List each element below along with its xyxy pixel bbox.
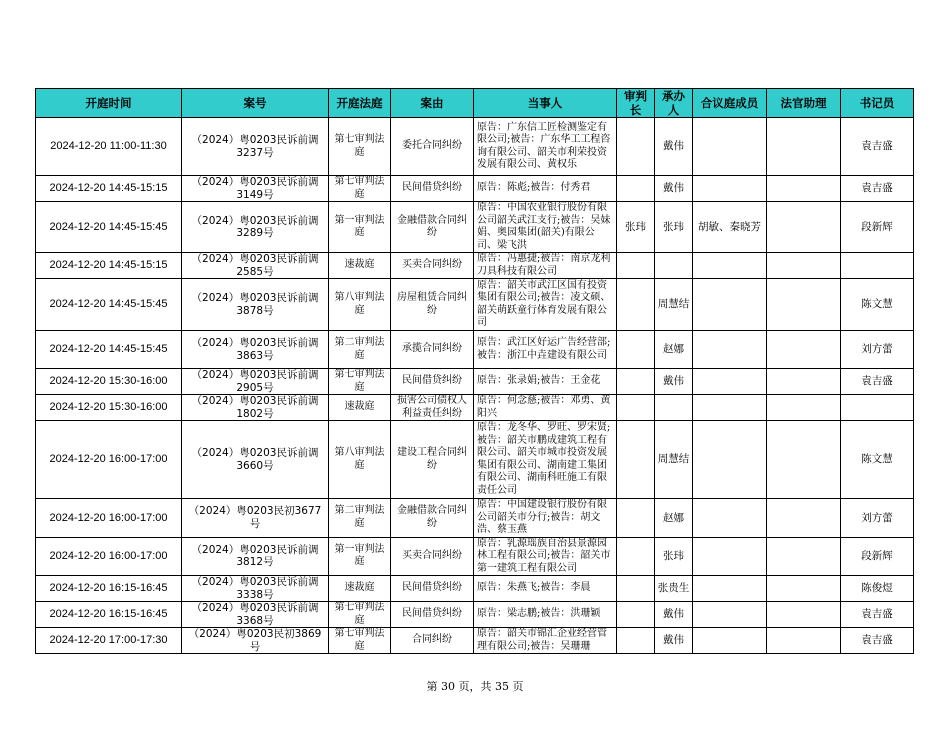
presiding-judge-cell: [617, 369, 655, 395]
panel-members-cell: [693, 279, 767, 331]
clerk-cell: 刘方蕾: [841, 331, 914, 369]
judge-assistant-cell: [767, 202, 841, 253]
hearing-time-cell: 2024-12-20 14:45-15:45: [36, 202, 182, 253]
courtroom-cell: 速裁庭: [329, 253, 391, 279]
presiding-judge-cell: [617, 576, 655, 602]
clerk-cell: [841, 253, 914, 279]
case-number-cell: （2024）粤0203民诉前调3338号: [182, 576, 329, 602]
judge-assistant-cell: [767, 369, 841, 395]
case-number-cell: （2024）粤0203民初3677号: [182, 499, 329, 538]
handler-cell: 戴伟: [655, 176, 693, 202]
clerk-cell: [841, 395, 914, 421]
parties-cell: 原告：中国农业银行股份有限公司韶关武江支行;被告：吴妹娟、奥园集团(韶关)有限公司、梁飞洪: [474, 202, 617, 253]
parties-cell: 原告：张录娟;被告：王金花: [474, 369, 617, 395]
courtroom-cell: 第七审判法庭: [329, 369, 391, 395]
table-row: [36, 118, 914, 176]
courtroom-cell: 第八审判法庭: [329, 421, 391, 499]
parties-cell: 原告：广东信工匠检测鉴定有限公司;被告：广东华工工程咨询有限公司、韶关市利荣投资发展有限公司、黄权乐: [474, 118, 617, 176]
header-cell: 审判长: [617, 89, 655, 118]
clerk-cell: 袁吉盛: [841, 369, 914, 395]
clerk-cell: 刘方蕾: [841, 499, 914, 538]
judge-assistant-cell: [767, 576, 841, 602]
handler-cell: 张玮: [655, 202, 693, 253]
courtroom-cell: 第七审判法庭: [329, 602, 391, 628]
courtroom-cell: 第七审判法庭: [329, 176, 391, 202]
hearing-time-cell: 2024-12-20 14:45-15:45: [36, 279, 182, 331]
handler-cell: 赵娜: [655, 499, 693, 538]
cause-cell: 民间借贷纠纷: [391, 369, 474, 395]
hearing-time-cell: 2024-12-20 16:00-17:00: [36, 421, 182, 499]
header-cell: 法官助理: [767, 89, 841, 118]
courtroom-cell: 第二审判法庭: [329, 331, 391, 369]
cause-cell: 房屋租赁合同纠纷: [391, 279, 474, 331]
cause-cell: 买卖合同纠纷: [391, 537, 474, 576]
parties-cell: 原告：武江区好运广告经营部;被告：浙江中垚建设有限公司: [474, 331, 617, 369]
presiding-judge-cell: [617, 602, 655, 628]
cause-cell: 承揽合同纠纷: [391, 331, 474, 369]
presiding-judge-cell: [617, 537, 655, 576]
handler-cell: 戴伟: [655, 369, 693, 395]
judge-assistant-cell: [767, 331, 841, 369]
case-number-cell: （2024）粤0203民诉前调3289号: [182, 202, 329, 253]
parties-cell: 原告：韶关市武江区国有投资集团有限公司;被告：凌文硕、韶关萌跃童行体育发展有限公司: [474, 279, 617, 331]
presiding-judge-cell: [617, 395, 655, 421]
parties-cell: 原告：龙冬华、罗旺、罗宋贤;被告：韶关市鹏成建筑工程有限公司、韶关市城市投资发展集团有限公司、湖南建工集团有限公司、湖南科旺施工有限责任公司: [474, 421, 617, 499]
case-number-cell: （2024）粤0203民诉前调3878号: [182, 279, 329, 331]
case-number-cell: （2024）粤0203民诉前调3660号: [182, 421, 329, 499]
table-row: [36, 279, 914, 331]
handler-cell: 戴伟: [655, 602, 693, 628]
clerk-cell: 陈俊煜: [841, 576, 914, 602]
courtroom-cell: 第二审判法庭: [329, 499, 391, 538]
courtroom-cell: 速裁庭: [329, 576, 391, 602]
parties-cell: 原告：冯惠捷;被告：南京龙利刀具科技有限公司: [474, 253, 617, 279]
hearing-time-cell: 2024-12-20 15:30-16:00: [36, 395, 182, 421]
cause-cell: 损害公司债权人利益责任纠纷: [391, 395, 474, 421]
courtroom-cell: 第七审判法庭: [329, 118, 391, 176]
clerk-cell: 袁吉盛: [841, 628, 914, 654]
parties-cell: 原告：何念慈;被告：邓勇、黄阳兴: [474, 395, 617, 421]
panel-members-cell: [693, 369, 767, 395]
panel-members-cell: [693, 253, 767, 279]
judge-assistant-cell: [767, 499, 841, 538]
header-cell: 承办人: [655, 89, 693, 118]
presiding-judge-cell: 张玮: [617, 202, 655, 253]
cause-cell: 建设工程合同纠纷: [391, 421, 474, 499]
case-number-cell: （2024）粤0203民诉前调3863号: [182, 331, 329, 369]
judge-assistant-cell: [767, 118, 841, 176]
hearing-time-cell: 2024-12-20 15:30-16:00: [36, 369, 182, 395]
parties-cell: 原告：韶关市锦汇企业经营管理有限公司;被告：吴珊珊: [474, 628, 617, 654]
hearing-time-cell: 2024-12-20 14:45-15:15: [36, 176, 182, 202]
panel-members-cell: 胡敏、秦晓芳: [693, 202, 767, 253]
cause-cell: 民间借贷纠纷: [391, 576, 474, 602]
header-cell: 开庭时间: [36, 89, 182, 118]
handler-cell: 张玮: [655, 537, 693, 576]
clerk-cell: 袁吉盛: [841, 602, 914, 628]
judge-assistant-cell: [767, 628, 841, 654]
case-number-cell: （2024）粤0203民诉前调2905号: [182, 369, 329, 395]
cause-cell: 民间借贷纠纷: [391, 602, 474, 628]
hearing-time-cell: 2024-12-20 16:00-17:00: [36, 499, 182, 538]
hearing-time-cell: 2024-12-20 14:45-15:15: [36, 253, 182, 279]
handler-cell: 周慧结: [655, 279, 693, 331]
hearing-time-cell: 2024-12-20 14:45-15:45: [36, 331, 182, 369]
header-cell: 当事人: [474, 89, 617, 118]
table-row: [36, 253, 914, 279]
presiding-judge-cell: [617, 421, 655, 499]
handler-cell: 戴伟: [655, 628, 693, 654]
parties-cell: 原告：陈彪;被告：付秀君: [474, 176, 617, 202]
handler-cell: 赵娜: [655, 331, 693, 369]
table-row: [36, 331, 914, 369]
cause-cell: 金融借款合同纠纷: [391, 499, 474, 538]
presiding-judge-cell: [617, 118, 655, 176]
panel-members-cell: [693, 176, 767, 202]
table-body: [36, 118, 914, 654]
judge-assistant-cell: [767, 253, 841, 279]
clerk-cell: 段新辉: [841, 202, 914, 253]
handler-cell: [655, 395, 693, 421]
courtroom-cell: 第八审判法庭: [329, 279, 391, 331]
courtroom-cell: 速裁庭: [329, 395, 391, 421]
presiding-judge-cell: [617, 253, 655, 279]
judge-assistant-cell: [767, 421, 841, 499]
clerk-cell: 段新辉: [841, 537, 914, 576]
table-row: [36, 369, 914, 395]
presiding-judge-cell: [617, 279, 655, 331]
hearing-time-cell: 2024-12-20 17:00-17:30: [36, 628, 182, 654]
clerk-cell: 陈文慧: [841, 279, 914, 331]
case-number-cell: （2024）粤0203民诉前调3237号: [182, 118, 329, 176]
cause-cell: 合同纠纷: [391, 628, 474, 654]
presiding-judge-cell: [617, 331, 655, 369]
handler-cell: [655, 253, 693, 279]
hearing-time-cell: 2024-12-20 11:00-11:30: [36, 118, 182, 176]
table-row: [36, 576, 914, 602]
cause-cell: 民间借贷纠纷: [391, 176, 474, 202]
header-row: [36, 89, 914, 118]
presiding-judge-cell: [617, 499, 655, 538]
case-number-cell: （2024）粤0203民诉前调2585号: [182, 253, 329, 279]
presiding-judge-cell: [617, 628, 655, 654]
handler-cell: 周慧结: [655, 421, 693, 499]
table-row: [36, 202, 914, 253]
table-row: [36, 537, 914, 576]
panel-members-cell: [693, 331, 767, 369]
header-cell: 合议庭成员: [693, 89, 767, 118]
panel-members-cell: [693, 421, 767, 499]
header-cell: 案号: [182, 89, 329, 118]
panel-members-cell: [693, 628, 767, 654]
hearing-time-cell: 2024-12-20 16:15-16:45: [36, 602, 182, 628]
panel-members-cell: [693, 602, 767, 628]
handler-cell: 张贵生: [655, 576, 693, 602]
header-cell: 案由: [391, 89, 474, 118]
cause-cell: 金融借款合同纠纷: [391, 202, 474, 253]
handler-cell: 戴伟: [655, 118, 693, 176]
header-cell: 书记员: [841, 89, 914, 118]
cause-cell: 买卖合同纠纷: [391, 253, 474, 279]
hearing-time-cell: 2024-12-20 16:15-16:45: [36, 576, 182, 602]
panel-members-cell: [693, 499, 767, 538]
panel-members-cell: [693, 395, 767, 421]
case-number-cell: （2024）粤0203民诉前调3812号: [182, 537, 329, 576]
hearing-schedule-table: [35, 88, 914, 654]
table-row: [36, 395, 914, 421]
judge-assistant-cell: [767, 537, 841, 576]
courtroom-cell: 第七审判法庭: [329, 628, 391, 654]
clerk-cell: 袁吉盛: [841, 118, 914, 176]
table-row: [36, 628, 914, 654]
table-row: [36, 499, 914, 538]
judge-assistant-cell: [767, 602, 841, 628]
clerk-cell: 袁吉盛: [841, 176, 914, 202]
parties-cell: 原告：中国建设银行股份有限公司韶关市分行;被告：胡文浩、蔡玉燕: [474, 499, 617, 538]
judge-assistant-cell: [767, 395, 841, 421]
judge-assistant-cell: [767, 279, 841, 331]
panel-members-cell: [693, 576, 767, 602]
table-row: [36, 602, 914, 628]
case-number-cell: （2024）粤0203民诉前调3149号: [182, 176, 329, 202]
courtroom-cell: 第一审判法庭: [329, 202, 391, 253]
parties-cell: 原告：乳源瑶族自治县景源园林工程有限公司;被告：韶关市第一建筑工程有限公司: [474, 537, 617, 576]
courtroom-cell: 第一审判法庭: [329, 537, 391, 576]
case-number-cell: （2024）粤0203民初3869号: [182, 628, 329, 654]
table-row: [36, 176, 914, 202]
case-number-cell: （2024）粤0203民诉前调1802号: [182, 395, 329, 421]
clerk-cell: 陈文慧: [841, 421, 914, 499]
hearing-time-cell: 2024-12-20 16:00-17:00: [36, 537, 182, 576]
parties-cell: 原告：梁志鹏;被告：洪珊颖: [474, 602, 617, 628]
panel-members-cell: [693, 537, 767, 576]
cause-cell: 委托合同纠纷: [391, 118, 474, 176]
parties-cell: 原告：朱燕飞;被告：李晨: [474, 576, 617, 602]
header-cell: 开庭法庭: [329, 89, 391, 118]
panel-members-cell: [693, 118, 767, 176]
page-footer: 第 30 页，共 35 页: [426, 680, 524, 693]
case-number-cell: （2024）粤0203民诉前调3368号: [182, 602, 329, 628]
presiding-judge-cell: [617, 176, 655, 202]
table-row: [36, 421, 914, 499]
judge-assistant-cell: [767, 176, 841, 202]
